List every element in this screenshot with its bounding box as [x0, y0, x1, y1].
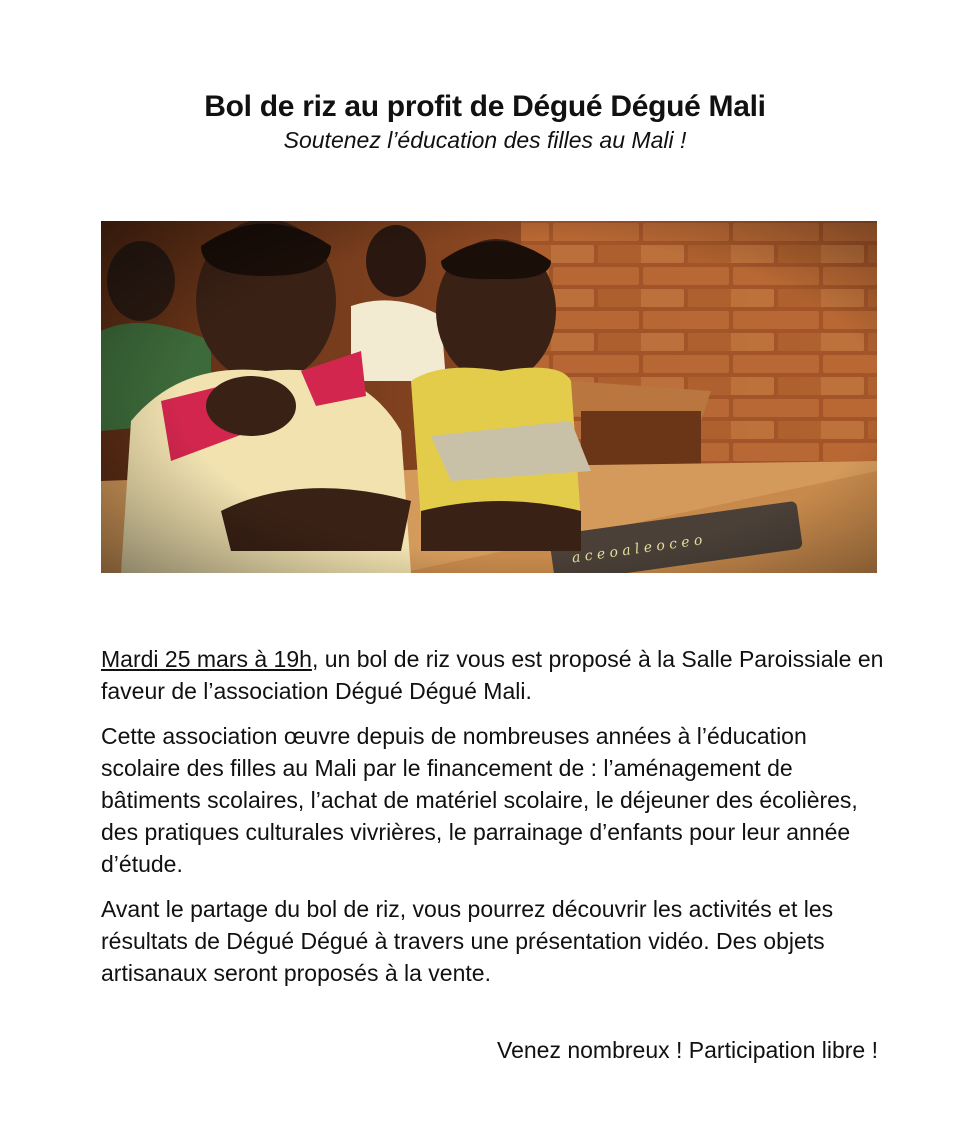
event-details: , un bol de riz vous est proposé à la Salle Paroissiale en faveur de l’association Dégué Dégué Mali.: [101, 646, 884, 704]
event-description: [101, 643, 886, 1002]
paragraph-event-date: [101, 643, 886, 707]
paragraph-program: Avant le partage du bol de riz, vous pourrez découvrir les activités et les résultats de Dégué Dégué à travers une présentation vidéo. Des objets artisanaux seront proposés à la vente.: [101, 896, 834, 986]
page-title: Bol de riz au profit de Dégué Dégué Mali: [204, 90, 766, 124]
event-date: Mardi 25 mars à 19h: [101, 646, 312, 672]
page-subtitle: Soutenez l’éducation des filles au Mali !: [283, 127, 687, 153]
schoolgirls-photo: [101, 221, 877, 573]
paragraph-association: Cette association œuvre depuis de nombreuses années à l’éducation scolaire des filles au Mali par le financement de : l’aménagement de bâtiments scolaires, l’achat de matériel scolaire, le déjeuner des écolières, des pratiques culturales vivrières, le parrainage d’enfants pour leur année d’étude.: [101, 723, 858, 877]
closing-line: Venez nombreux ! Participation libre !: [497, 1037, 878, 1063]
